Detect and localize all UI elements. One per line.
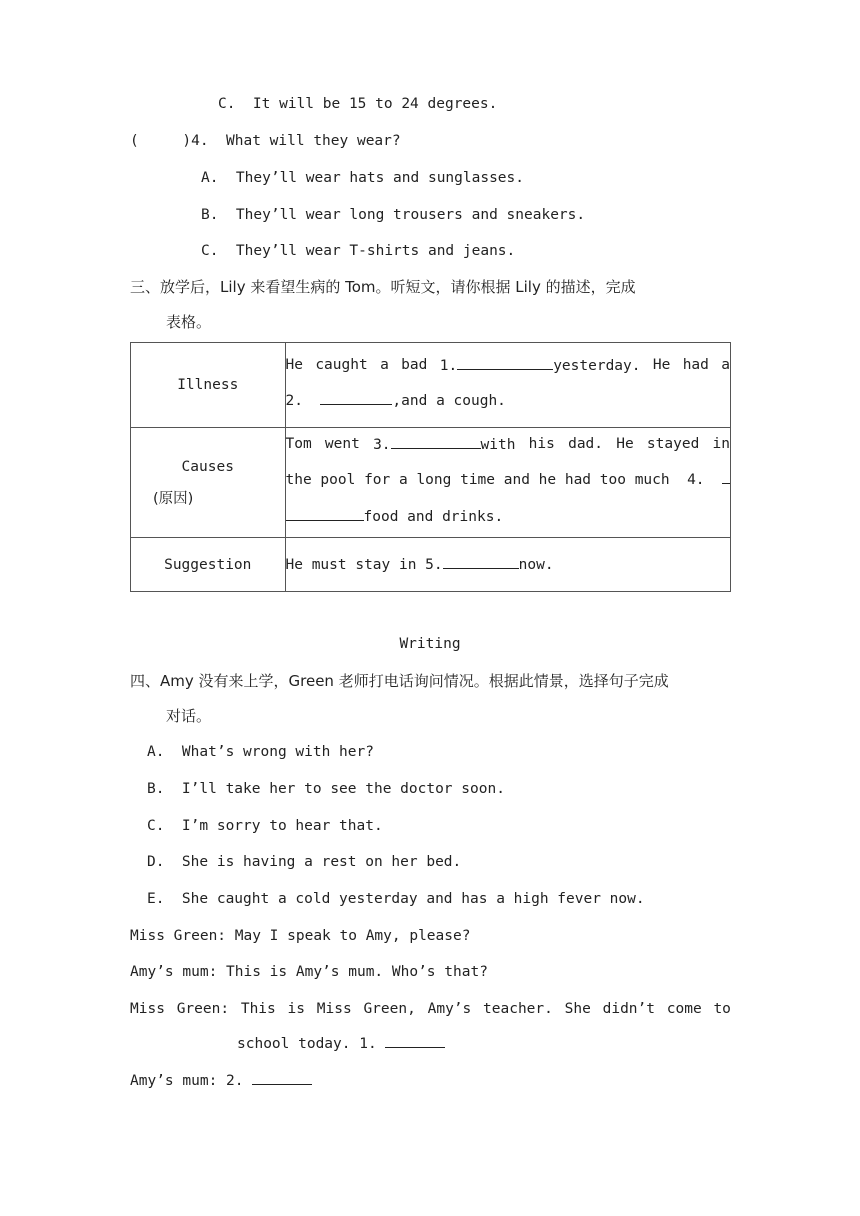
listening-table xyxy=(130,342,731,592)
q4-option-c: C. They’ll wear T-shirts and jeans. xyxy=(201,243,516,259)
option-e: E. She caught a cold yesterday and has a high fever now. xyxy=(147,891,645,907)
option-b: B. I’ll take her to see the doctor soon. xyxy=(147,781,505,797)
illness-content xyxy=(285,343,731,428)
table-row-illness xyxy=(131,343,731,428)
blank-3[interactable] xyxy=(391,434,481,449)
illness-line2: 2. ,and a cough. xyxy=(286,390,731,411)
causes-label-cell xyxy=(131,428,286,538)
option-d: D. She is having a rest on her bed. xyxy=(147,854,462,870)
causes-content xyxy=(285,428,731,538)
section-heading: Writing xyxy=(399,636,461,652)
q4-row xyxy=(130,131,401,151)
suggestion-line: He must stay in 5. now. xyxy=(286,554,731,575)
table-row-causes xyxy=(131,428,731,538)
part3-instruction-line2: 表格。 xyxy=(166,313,212,331)
dialogue-line2: Amy’s mum: This is Amy’s mum. Who’s that? xyxy=(130,964,488,980)
causes-label-cn: (原因) xyxy=(153,490,194,507)
suggestion-label: Suggestion xyxy=(131,538,286,592)
q4-option-a: A. They’ll wear hats and sunglasses. xyxy=(201,170,525,186)
dialogue-line3: Miss Green: This is Miss Green, Amy’s teacher. She didn’t come to xyxy=(130,1001,731,1017)
option-c: C. I’m sorry to hear that. xyxy=(147,818,383,834)
dialogue-blank-1[interactable] xyxy=(385,1033,445,1048)
part3-instruction-line1: 三、放学后，Lily 来看望生病的 Tom。听短文，请你根据 Lily 的描述，完成 xyxy=(130,278,636,296)
answer-bracket[interactable]: ( ) xyxy=(130,133,192,149)
blank-2[interactable] xyxy=(320,390,392,405)
dialogue-blank-2[interactable] xyxy=(252,1070,312,1085)
causes-line1: Tom went 3. with his dad. He stayed in xyxy=(285,436,730,453)
causes-line3: food and drinks. xyxy=(286,506,731,527)
part4-instruction-line1: 四、Amy 没有来上学，Green 老师打电话询问情况。根据此情景，选择句子完成 xyxy=(130,672,669,690)
dialogue-line4: Amy’s mum: 2. xyxy=(130,1070,312,1091)
q4-option-b: B. They’ll wear long trousers and sneakers. xyxy=(201,207,586,223)
illness-line1: He caught a bad 1. yesterday. He had a xyxy=(285,357,730,374)
option-a: A. What’s wrong with her? xyxy=(147,744,374,760)
q4-question: 4. What will they wear? xyxy=(191,133,401,149)
blank-5[interactable] xyxy=(443,554,519,569)
causes-line2: the pool for a long time and he had too much 4. xyxy=(286,469,731,490)
blank-4[interactable] xyxy=(286,506,364,521)
dialogue-line1: Miss Green: May I speak to Amy, please? xyxy=(130,928,471,944)
blank-1[interactable] xyxy=(457,355,553,370)
blank-4a[interactable] xyxy=(722,469,730,484)
q3-option-c: C. It will be 15 to 24 degrees. xyxy=(218,96,498,112)
part4-instruction-line2: 对话。 xyxy=(166,707,212,725)
causes-label: Causes xyxy=(181,458,234,475)
illness-label: Illness xyxy=(131,343,286,428)
table-row-suggestion xyxy=(131,538,731,592)
dialogue-line3-cont: school today. 1. xyxy=(237,1033,445,1054)
suggestion-content xyxy=(285,538,731,592)
